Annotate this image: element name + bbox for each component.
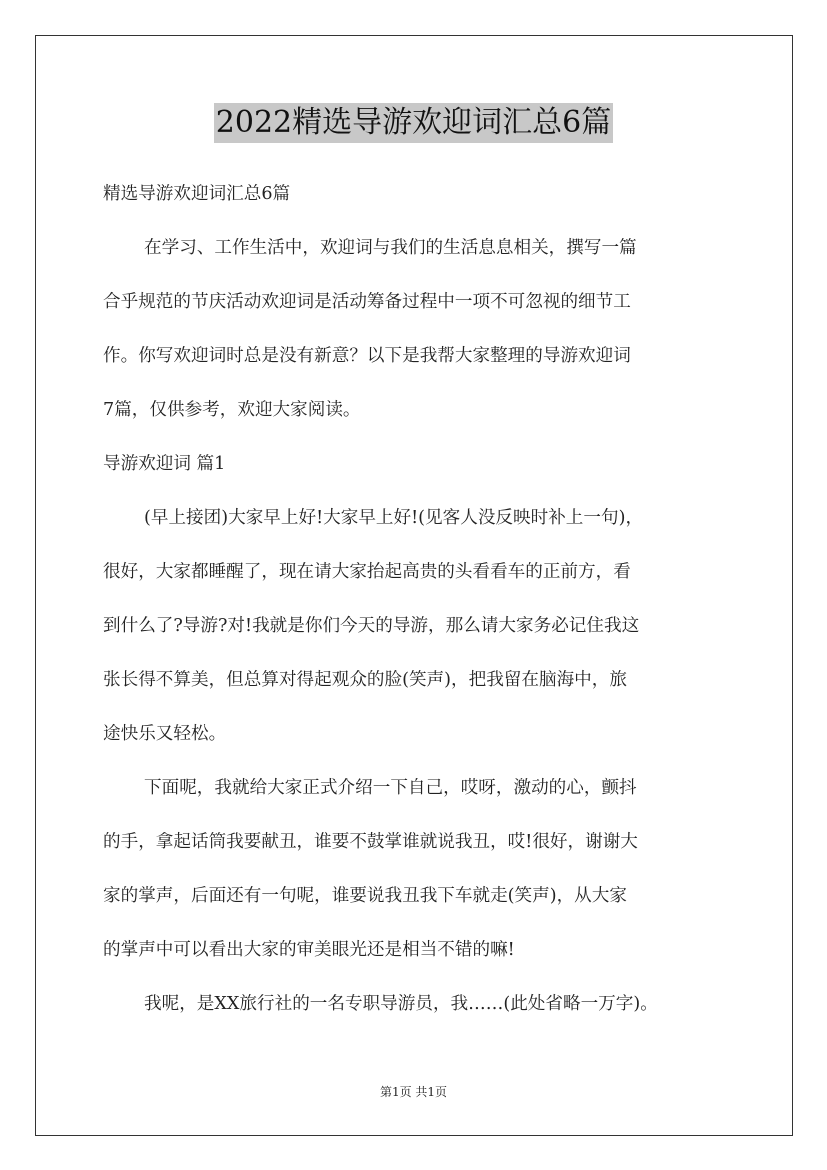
intro-line-2: 合乎规范的节庆活动欢迎词是活动筹备过程中一项不可忽视的细节工 [103,292,631,312]
intro-line-4: 7篇，仅供参考，欢迎大家阅读。 [103,400,361,420]
title-wrap [0,103,827,143]
para2-line-1: 下面呢，我就给大家正式介绍一下自己，哎呀，激动的心，颤抖 [144,778,637,798]
para1-line-1: (早上接团)大家早上好!大家早上好!(见客人没反映时补上一句)， [144,508,644,528]
para2-line-3: 家的掌声，后面还有一句呢，谁要说我丑我下车就走(笑声)，从大家 [103,886,627,906]
para1-line-5: 途快乐又轻松。 [103,724,227,744]
subtitle: 精选导游欢迎词汇总6篇 [103,184,291,204]
page-footer: 第1页 共1页 [379,1085,448,1099]
para1-line-4: 张长得不算美，但总算对得起观众的脸(笑声)，把我留在脑海中，旅 [103,670,627,690]
para1-line-2: 很好，大家都睡醒了，现在请大家抬起高贵的头看看车的正前方，看 [103,562,631,582]
section-heading: 导游欢迎词 篇1 [103,454,226,474]
document-title: 2022精选导游欢迎词汇总6篇 [214,103,613,143]
intro-line-3: 作。你写欢迎词时总是没有新意？以下是我帮大家整理的导游欢迎词 [103,346,631,366]
para3-line-1: 我呢，是XX旅行社的一名专职导游员，我……(此处省略一万字)。 [144,994,658,1014]
para2-line-4: 的掌声中可以看出大家的审美眼光还是相当不错的嘛! [103,940,515,960]
intro-line-1: 在学习、工作生活中，欢迎词与我们的生活息息相关，撰写一篇 [144,238,637,258]
para1-line-3: 到什么了?导游?对!我就是你们今天的导游，那么请大家务必记住我这 [103,616,640,636]
para2-line-2: 的手，拿起话筒我要献丑，谁要不鼓掌谁就说我丑，哎!很好，谢谢大 [103,832,638,852]
